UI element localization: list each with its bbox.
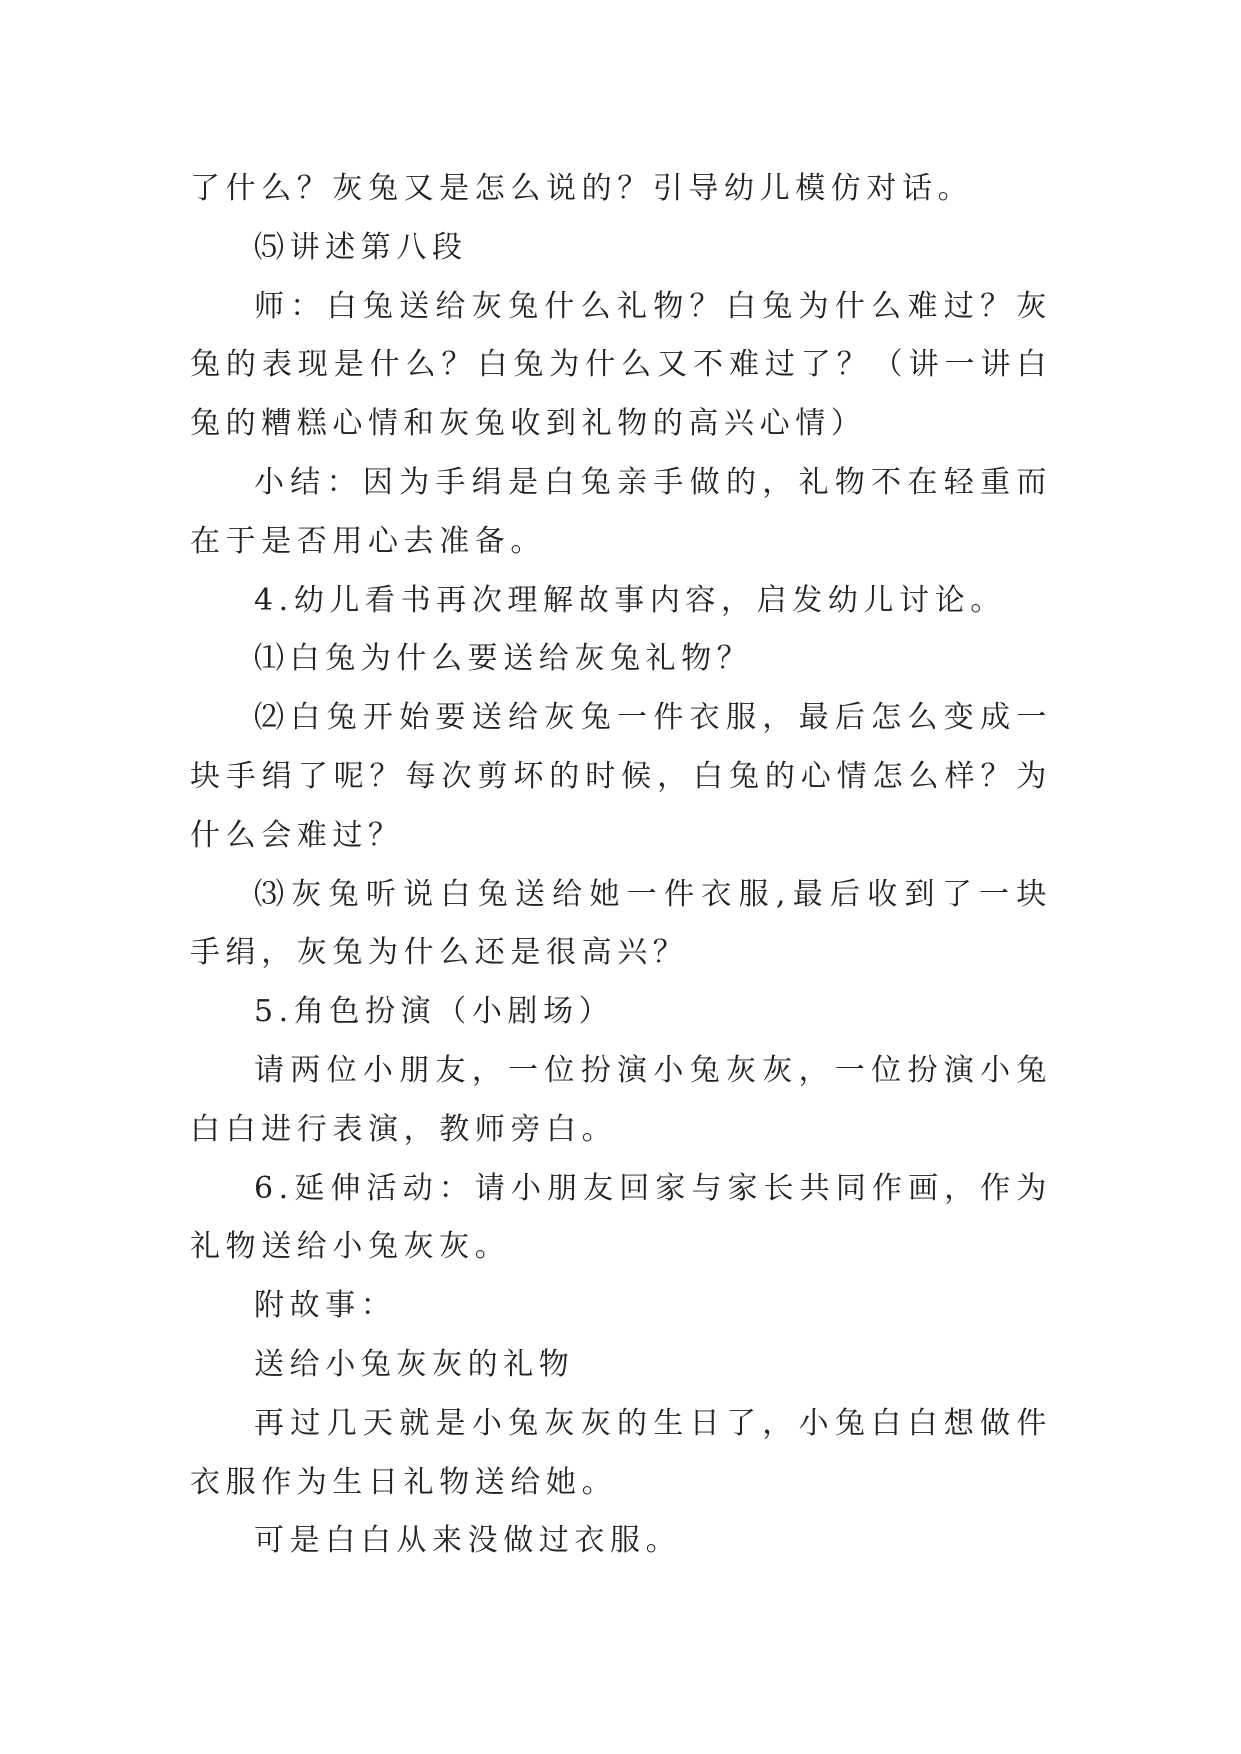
paragraph-role-play: 请两位小朋友，一位扮演小兔灰灰，一位扮演小兔白白进行表演，教师旁白。 [190, 1052, 1052, 1147]
paragraph-step-6: 6.延伸活动：请小朋友回家与家长共同作画，作为礼物送给小兔灰灰。 [190, 1170, 1052, 1265]
paragraph-story-title: 送给小兔灰灰的礼物 [254, 1346, 575, 1382]
paragraph-continuation: 了什么？灰兔又是怎么说的？引导幼儿模仿对话。 [190, 171, 974, 206]
paragraph-appendix-label: 附故事： [254, 1288, 397, 1324]
paragraph-story-2: 可是白白从来没做过衣服。 [254, 1523, 682, 1559]
paragraph-teacher-question: 师：白兔送给灰兔什么礼物？白兔为什么难过？灰兔的表现是什么？白兔为什么又不难过了？（讲一讲白兔的糟糕心情和灰兔收到礼物的高兴心情） [190, 288, 1052, 442]
paragraph-step-5: 5.角色扮演（小剧场） [254, 994, 615, 1030]
paragraph-story-1: 再过几天就是小兔灰灰的生日了，小兔白白想做件衣服作为生日礼物送给她。 [190, 1405, 1052, 1500]
paragraph-question-1: ⑴白兔为什么要送给灰兔礼物？ [254, 641, 753, 677]
paragraph-step-4: 4.幼儿看书再次理解故事内容，启发幼儿讨论。 [254, 582, 1006, 618]
paragraph-question-3: ⑶灰兔听说白兔送给她一件衣服,最后收到了一块手绢，灰兔为什么还是很高兴？ [190, 876, 1052, 971]
paragraph-question-2: ⑵白兔开始要送给灰兔一件衣服，最后怎么变成一块手绢了呢？每次剪坏的时候，白兔的心情怎么样？为什么会难过？ [190, 700, 1052, 853]
paragraph-summary: 小结：因为手绢是白兔亲手做的，礼物不在轻重而在于是否用心去准备。 [190, 464, 1052, 559]
paragraph-section-heading: ⑸讲述第八段 [254, 229, 468, 265]
document-body [190, 160, 1052, 1571]
